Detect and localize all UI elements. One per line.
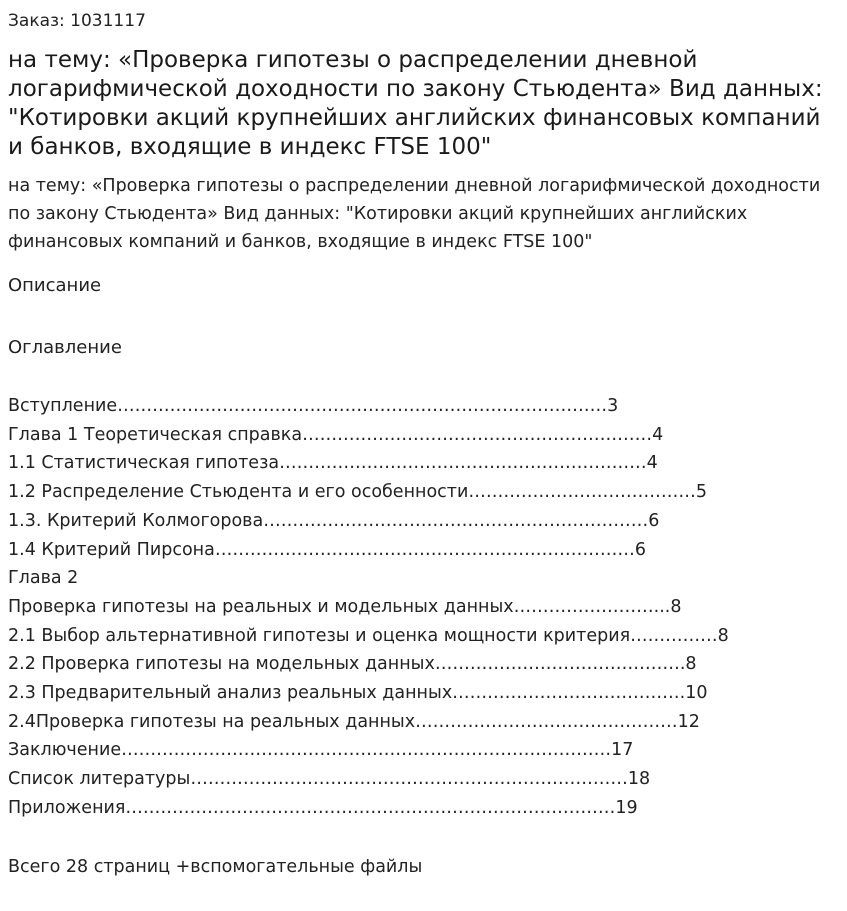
order-number: Заказ: 1031117: [8, 11, 146, 31]
subtitle-description: на тему: «Проверка гипотезы о распределении дневной логарифмической доходности по закону Стьюдента» Вид данных: "Котировки акций крупнейших английских финансовых компаний и банков, входящие в индекс FTSE 100": [8, 176, 821, 252]
toc-item-conclusion: Заключение…………………………………………………………………………17: [8, 740, 634, 761]
table-of-contents: [8, 392, 839, 823]
toc-item-chapter-1: Глава 1 Теоретическая справка……………………………………………………4: [8, 424, 664, 445]
toc-item-chapter-2: Глава 2: [8, 568, 79, 589]
toc-item-references: Список литературы…………………………………………………………………18: [8, 769, 651, 790]
description-heading: Описание: [8, 275, 102, 296]
toc-item-1-2: 1.2 Распределение Стьюдента и его особенности…………………………………5: [8, 482, 707, 503]
toc-item-2-2: 2.2 Проверка гипотезы на модельных данных…………………………………….8: [8, 654, 697, 675]
toc-item-1-1: 1.1 Статистическая гипотеза………………………………………………………4: [8, 453, 658, 474]
toc-item-1-3: 1.3. Критерий Колмогорова…………………………………………………………6: [8, 510, 660, 531]
toc-item-2-3: 2.3 Предварительный анализ реальных данных………………………………….10: [8, 683, 708, 704]
toc-item-2-1: 2.1 Выбор альтернативной гипотезы и оценка мощности критерия……………8: [8, 625, 729, 646]
toc-item-chapter-2-title: Проверка гипотезы на реальных и модельных данных……………………...8: [8, 596, 682, 617]
toc-heading: Оглавление: [8, 337, 122, 358]
toc-item-1-4: 1.4 Критерий Пирсона………………………………………………………………6: [8, 539, 646, 560]
main-title: на тему: «Проверка гипотезы о распределении дневной логарифмической доходности по закону Стьюдента» Вид данных: "Котировки акций крупнейших английских финансовых компаний и банков, входящие в индекс FTSE 100": [8, 47, 823, 160]
total-pages-note: Всего 28 страниц +вспомогательные файлы: [8, 856, 423, 877]
toc-item-2-4: 2.4Проверка гипотезы на реальных данных………………………………………12: [8, 711, 700, 732]
toc-item-appendices: Приложения…………………………………………………………………………19: [8, 797, 638, 818]
toc-item-introduction: Вступление…………………………………………………………………………3: [8, 396, 619, 416]
